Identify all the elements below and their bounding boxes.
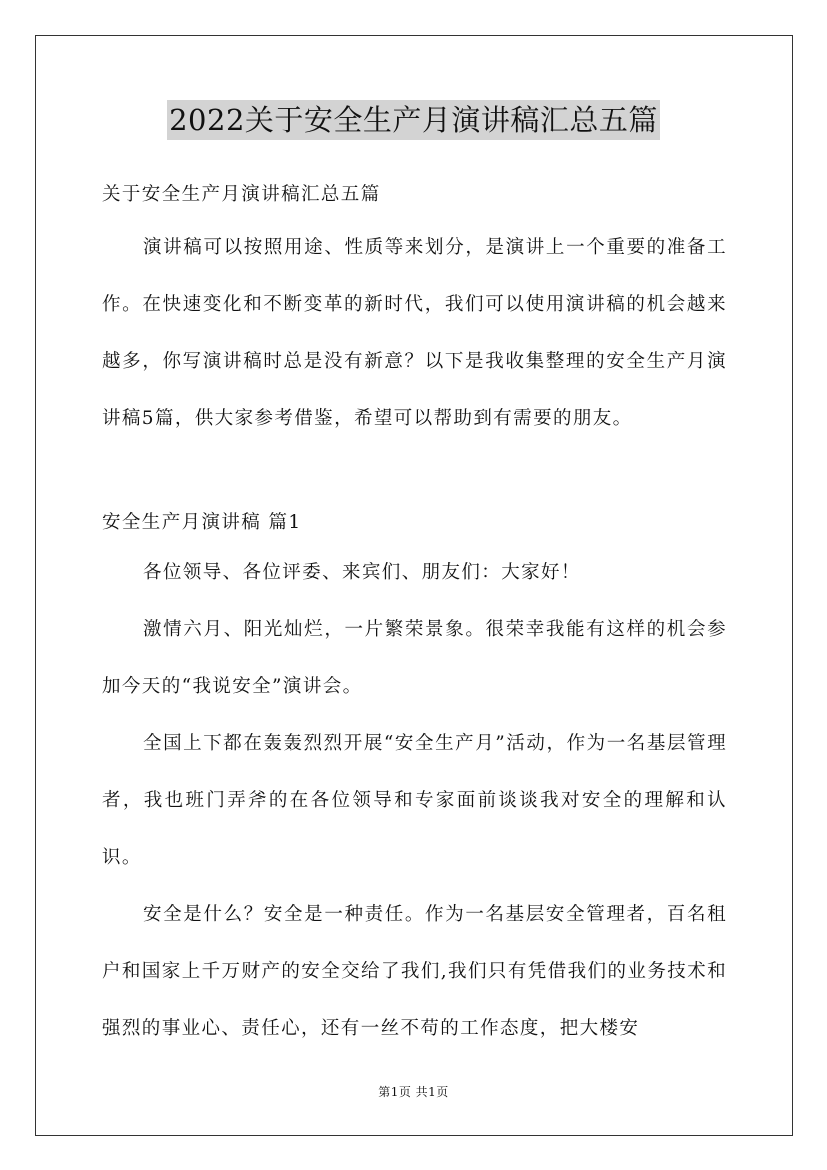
document-title: 2022关于安全生产月演讲稿汇总五篇 xyxy=(167,100,660,140)
intro-block xyxy=(102,219,727,447)
body-block xyxy=(102,544,727,1057)
section-heading: 安全生产月演讲稿 篇1 xyxy=(102,512,302,533)
document-subtitle: 关于安全生产月演讲稿汇总五篇 xyxy=(102,184,381,205)
body-paragraph: 全国上下都在轰轰烈烈开展“安全生产月”活动，作为一名基层管理者，我也班门弄斧的在各位领导和专家面前谈谈我对安全的理解和认识。 xyxy=(102,733,727,868)
body-paragraph: 各位领导、各位评委、来宾们、朋友们：大家好！ xyxy=(143,562,581,583)
intro-paragraph: 演讲稿可以按照用途、性质等来划分，是演讲上一个重要的准备工作。在快速变化和不断变革的新时代，我们可以使用演讲稿的机会越来越多，你写演讲稿时总是没有新意？以下是我收集整理的安全生产月演讲稿5篇，供大家参考借鉴，希望可以帮助到有需要的朋友。 xyxy=(102,237,727,429)
body-paragraph: 安全是什么？安全是一种责任。作为一名基层安全管理者，百名租户和国家上千万财产的安全交给了我们,我们只有凭借我们的业务技术和强烈的事业心、责任心，还有一丝不苟的工作态度，把大楼安 xyxy=(102,904,727,1039)
page-footer: 第1页 共1页 xyxy=(378,1085,449,1099)
body-paragraph: 激情六月、阳光灿烂，一片繁荣景象。很荣幸我能有这样的机会参加今天的“我说安全”演讲会。 xyxy=(102,619,727,697)
title-container xyxy=(0,100,827,140)
